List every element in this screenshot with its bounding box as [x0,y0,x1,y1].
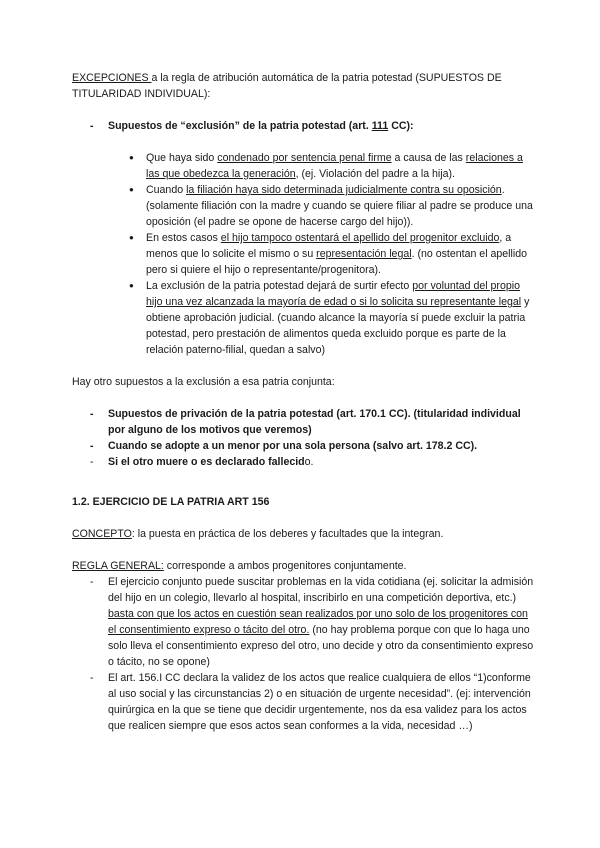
intro-text: a la regla de atribución automática de la patria potestad (SUPUESTOS DE TITULARIDAD INDIVIDUAL): [72,72,502,100]
conjunta-item-privacion: - Supuestos de privación de la patria potestad (art. 170.1 CC). (titularidad individual por alguno de los motivos que veremos) [72,406,534,438]
regla-paragraph: REGLA GENERAL: corresponde a ambos progenitores conjuntamente. [72,560,407,572]
regla-item-validez: - El art. 156.I CC declara la validez de los actos que realice cualquiera de ellos “1)conforme al uso social y las circunstancias 2) o en situación de urgente necesidad”. (ej: intervención quirúrgica en la que se tiene que decidir urgentemente, nos da esa validez para los actos que realicen siempre que esos actos sean conformes a la vida, necesidad …) [72,670,534,734]
section-title: 1.2. EJERCICIO DE LA PATRIA ART 156 [72,496,270,508]
regla-item-ejercicio: - El ejercicio conjunto puede suscitar problemas en la vida cotidiana (ej. solicitar la admisión del hijo en un colegio, llevarlo al hospital, inscribirlo en una competición deportiva, etc.) basta con que los actos en cuestión sean realizados por uno solo de los progenitores con el consentimiento expreso o tácito del otro. (no hay problema porque con que lo haga uno solo lleva el consentimiento expreso del otro, uno decide y otro da consentimiento expreso o tácito, no se opone) [72,574,534,670]
conjunta-item-adopcion: - Cuando se adopte a un menor por una sola persona (salvo art. 178.2 CC). [72,438,534,454]
bullet-efecto: ● La exclusión de la patria potestad dejará de surtir efecto por voluntad del propio hijo una vez alcanzada la mayoría de edad o si lo solicita su representante legal y obtiene aprobación judicial. (cuando alcance la mayoría sí puede excluir la patria potestad, pero prestación de alimentos queda excluido porque es parte de la relación paterno-filial, quedan a salvo) [146,278,534,358]
conjunta-intro: Hay otro supuestos a la exclusión a esa patria conjunta: [72,376,335,388]
intro-paragraph [72,70,534,102]
conjunta-list [72,406,534,470]
concepto-label: CONCEPTO [72,528,132,540]
art-111-link: 111 [371,120,389,132]
excepciones-label: EXCEPCIONES [72,72,152,84]
conjunta-item-fallecido: - Si el otro muere o es declarado fallecido. [72,454,534,470]
bullet-filiacion: ● Cuando la filiación haya sido determinada judicialmente contra su oposición. (solamente filiación con la madre y cuando se quiere filiar al padre se produce una oposición (el padre se opone de hacerse cargo del hijo)). [146,182,534,230]
exclusion-heading: - Supuestos de “exclusión” de la patria potestad (art. 111 CC): [72,118,534,134]
exclusion-list [72,118,534,134]
document-page [72,70,534,734]
bullet-apellido: ● En estos casos el hijo tampoco ostentará el apellido del progenitor excluido, a menos que lo solicite el mismo o su representación legal. (no ostentan el apellido pero si quiere el hijo o representante/progenitora). [146,230,534,278]
concepto-paragraph: CONCEPTO: la puesta en práctica de los deberes y facultades que la integran. [72,528,444,540]
regla-list [72,574,534,734]
bullet-condenado: ● Que haya sido condenado por sentencia penal firme a causa de las relaciones a las que obedezca la generación, (ej. Violación del padre a la hija). [146,150,534,182]
exclusion-bullets [72,150,534,358]
regla-label: REGLA GENERAL: [72,560,164,572]
